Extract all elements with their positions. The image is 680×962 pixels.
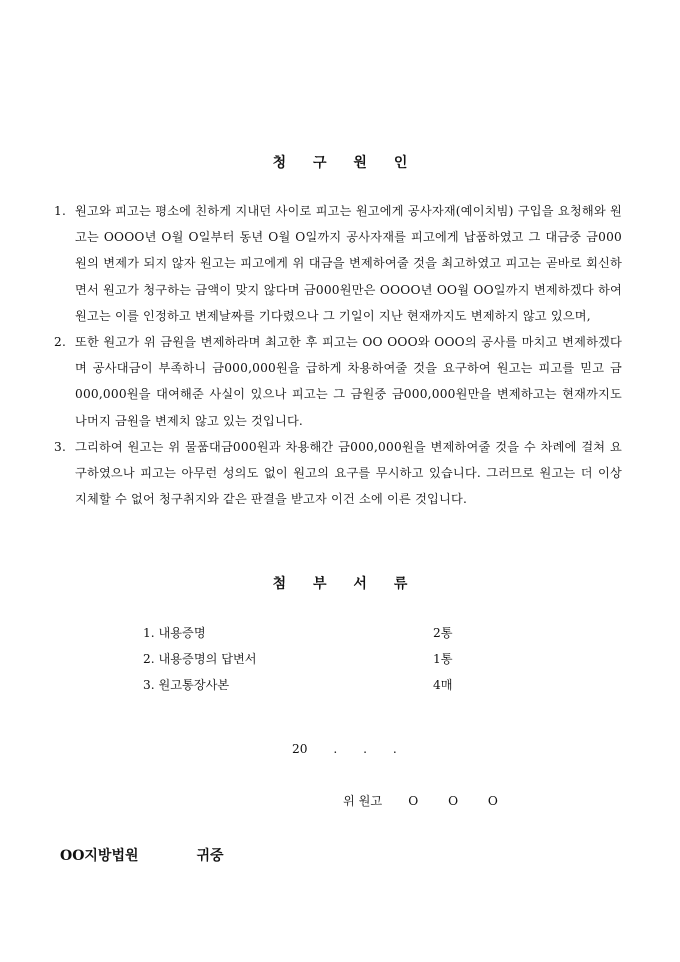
claim-item [52, 198, 622, 329]
claim-text: 또한 원고가 위 금원을 변제하라며 최고한 후 피고는 OO OOO와 OOO의 공사를 마치고 변제하겠다며 공사대금이 부족하니 금000,000원을 급하게 차용하여줄 것을 요구하여 원고는 피고를 믿고 금000,000원을 대여해준 사실이 있으나 피고는 그 금원중 금000,000원만을 변제하고는 현재까지도 나머지 금원을 변제치 않고 있는 것입니다. [75, 335, 622, 428]
attachment-name: 1. 내용증명 [143, 626, 206, 640]
claim-number: 1. [54, 204, 67, 218]
plaintiff-label: 위 원고 [343, 794, 383, 808]
attachment-row [143, 620, 473, 646]
attachment-quantity: 2통 [433, 626, 453, 640]
claim-list [52, 198, 622, 512]
attachment-name: 2. 내용증명의 답변서 [143, 652, 257, 666]
court-name: OO지방법원 [60, 848, 139, 864]
attachment-quantity: 1통 [433, 652, 453, 666]
court-suffix: 귀중 [196, 848, 224, 864]
claim-item [52, 329, 622, 434]
attachment-quantity: 4매 [433, 678, 453, 692]
court-addressee [60, 845, 224, 865]
attachment-row [143, 646, 473, 672]
claim-number: 3. [54, 439, 67, 454]
attachment-row [143, 672, 473, 698]
attachment-name: 3. 원고통장사본 [143, 678, 230, 692]
filing-date: 20 . . . [292, 742, 397, 756]
plaintiff-name: O O O [408, 794, 498, 808]
attachment-list [143, 620, 473, 698]
claim-text: 원고와 피고는 평소에 친하게 지내던 사이로 피고는 원고에게 공사자재(예이치빔) 구입을 요청해와 원고는 OOOO년 O월 O일부터 동년 O월 O일까지 공사자재를 피고에게 납품하였고 그 대금중 금000원의 변제가 되지 않자 원고는 피고에게 위 대금을 변제하여줄 것을 최고하였고 피고는 곧바로 회신하면서 원고가 청구하는 금액이 맞지 않다며 금000원만은 OOOO년 OO월 OO일까지 변제하겠다 하여 원고는 이를 인정하고 변제날짜를 기다렸으나 그 기일이 지난 현재까지도 변제하지 않고 있으며, [75, 204, 622, 323]
claim-text: 그리하여 원고는 위 물품대금000원과 차용해간 금000,000원을 변제하여줄 것을 수 차례에 걸쳐 요구하였으나 피고는 아무런 성의도 없이 원고의 요구를 무시하고 있습니다. 그러므로 원고는 더 이상 지체할 수 없어 청구취지와 같은 판결을 받고자 이건 소에 이른 것입니다. [75, 439, 622, 507]
attachments-title: 첨 부 서 류 [272, 576, 408, 592]
claim-item [52, 434, 622, 513]
claim-section-title: 청 구 원 인 [272, 155, 408, 171]
plaintiff-signature [343, 792, 498, 809]
claim-number: 2. [54, 335, 67, 350]
